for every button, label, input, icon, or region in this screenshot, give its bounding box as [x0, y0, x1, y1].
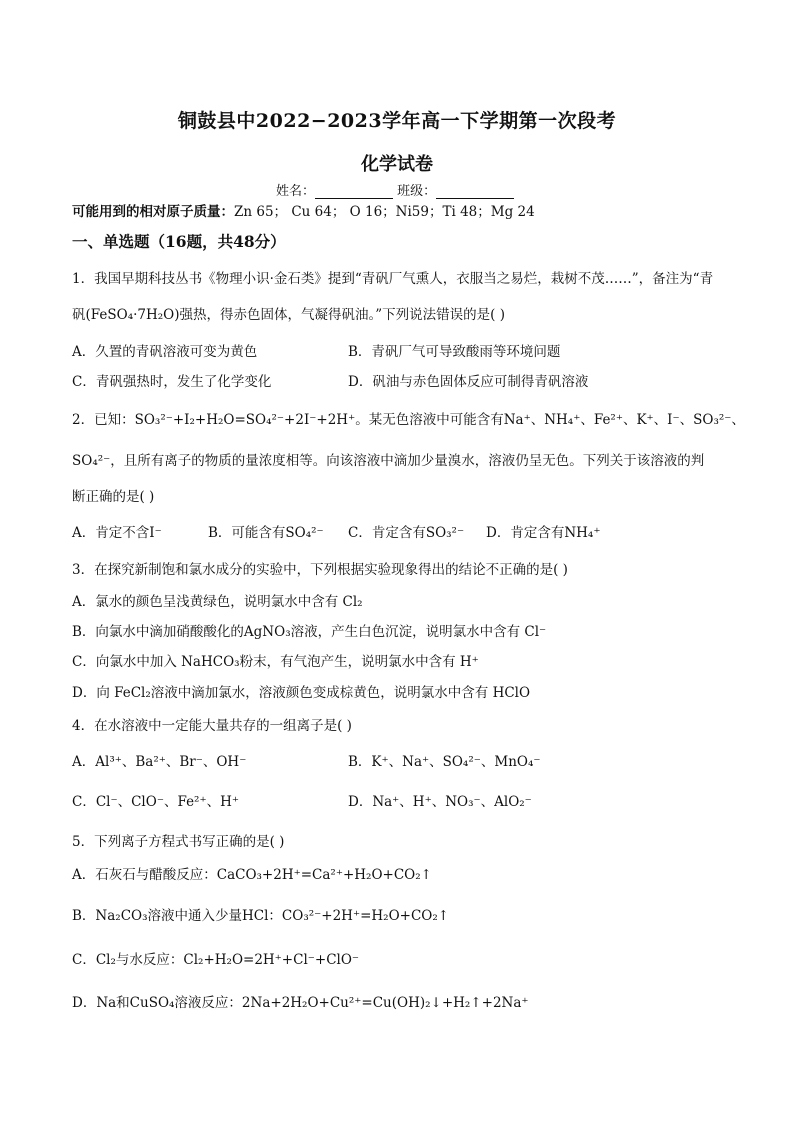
question-4-option-c[interactable]: C．Cl⁻、ClO⁻、Fe²⁺、H⁺	[72, 794, 239, 810]
question-1-option-d[interactable]: D．矾油与赤色固体反应可制得青矾溶液	[348, 374, 589, 390]
atomic-mass-values: Zn 65； Cu 64； O 16；Ni59；Ti 48；Mg 24	[234, 204, 535, 220]
class-label: 班级：	[397, 184, 437, 199]
question-4-option-a[interactable]: A．Al³⁺、Ba²⁺、Br⁻、OH⁻	[72, 754, 247, 770]
exam-subtitle: 化学试卷	[361, 154, 433, 175]
class-blank[interactable]	[436, 184, 514, 199]
question-1-option-a[interactable]: A．久置的青矾溶液可变为黄色	[72, 344, 258, 360]
question-5-option-a[interactable]: A．石灰石与醋酸反应：CaCO₃+2H⁺=Ca²⁺+H₂O+CO₂↑	[72, 867, 432, 883]
section-title: 一、单选题（16题，共48分）	[72, 232, 286, 251]
question-5-option-d[interactable]: D．Na和CuSO₄溶液反应：2Na+2H₂O+Cu²⁺=Cu(OH)₂↓+H₂↑+2Na⁺	[72, 995, 529, 1011]
question-1-line-2: 矾(FeSO₄·7H₂O)强热，得赤色固体，气凝得矾油。”下列说法错误的是( )	[72, 307, 505, 323]
question-3-option-b[interactable]: B．向氯水中滴加硝酸酸化的AgNO₃溶液，产生白色沉淀，说明氯水中含有 Cl⁻	[72, 624, 547, 640]
question-1-option-c[interactable]: C．青矾强热时，发生了化学变化	[72, 374, 272, 390]
question-4-option-b[interactable]: B．K⁺、Na⁺、SO₄²⁻、MnO₄⁻	[348, 754, 541, 770]
question-1-line-1: 1．我国早期科技丛书《物理小识·金石类》提到“青矾厂气熏人，衣服当之易烂，栽树不茂……”，备注为“青	[72, 271, 714, 287]
question-2-option-b[interactable]: B．可能含有SO₄²⁻	[208, 525, 324, 541]
question-5-line-1: 5．下列离子方程式书写正确的是( )	[72, 834, 285, 850]
question-4-option-d[interactable]: D．Na⁺、H⁺、NO₃⁻、AlO₂⁻	[348, 794, 532, 810]
question-5-option-c[interactable]: C．Cl₂与水反应：Cl₂+H₂O=2H⁺+Cl⁻+ClO⁻	[72, 952, 360, 968]
question-3-option-d[interactable]: D．向 FeCl₂溶液中滴加氯水，溶液颜色变成棕黄色，说明氯水中含有 HClO	[72, 685, 531, 701]
question-2-line-1: 2．已知：SO₃²⁻+I₂+H₂O=SO₄²⁻+2I⁻+2H⁺。某无色溶液中可能含有Na⁺、NH₄⁺、Fe²⁺、K⁺、I⁻、SO₃²⁻、	[72, 412, 745, 428]
question-3-line-1: 3．在探究新制饱和氯水成分的实验中，下列根据实验现象得出的结论不正确的是( )	[72, 562, 568, 578]
name-label: 姓名：	[276, 184, 316, 199]
question-5-option-b[interactable]: B．Na₂CO₃溶液中通入少量HCl：CO₃²⁻+2H⁺=H₂O+CO₂↑	[72, 908, 450, 924]
atomic-mass-label: 可能用到的相对原子质量：	[72, 204, 234, 220]
question-2-option-d[interactable]: D．肯定含有NH₄⁺	[486, 525, 601, 541]
question-3-option-a[interactable]: A．氯水的颜色呈浅黄绿色，说明氯水中含有 Cl₂	[72, 594, 363, 610]
question-2-option-c[interactable]: C．肯定含有SO₃²⁻	[348, 525, 465, 541]
atomic-mass-line	[72, 202, 535, 222]
exam-title: 铜鼓县中2022−2023学年高一下学期第一次段考	[177, 110, 617, 132]
question-4-line-1: 4．在水溶液中一定能大量共存的一组离子是( )	[72, 718, 352, 734]
question-2-line-2: SO₄²⁻，且所有离子的物质的量浓度相等。向该溶液中滴加少量溴水，溶液仍呈无色。下列关于该溶液的判	[72, 453, 705, 469]
student-info-row	[276, 182, 514, 202]
question-3-option-c[interactable]: C．向氯水中加入 NaHCO₃粉末，有气泡产生，说明氯水中含有 H⁺	[72, 654, 479, 670]
name-blank[interactable]	[315, 184, 393, 199]
question-1-option-b[interactable]: B．青矾厂气可导致酸雨等环境问题	[348, 344, 561, 360]
question-2-option-a[interactable]: A．肯定不含I⁻	[72, 525, 162, 541]
question-2-line-3: 断正确的是( )	[72, 489, 155, 505]
